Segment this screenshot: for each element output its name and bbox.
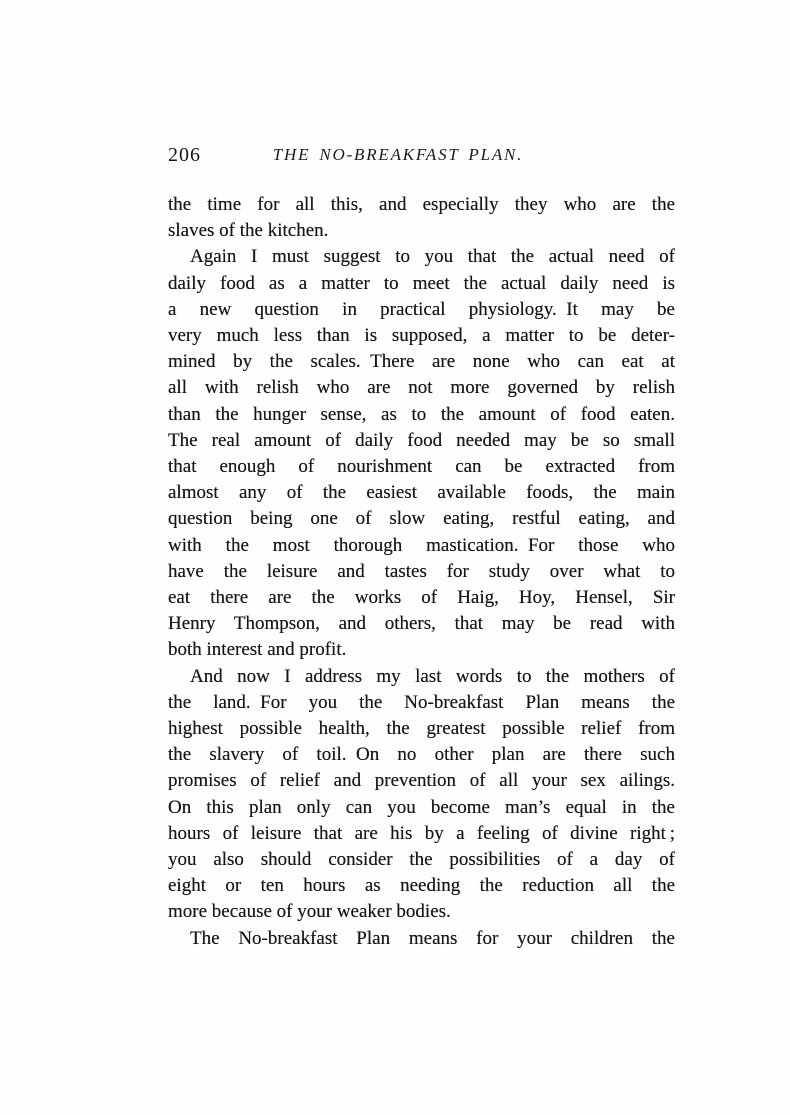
text-line: almost any of the easiest available foods, the main bbox=[168, 482, 675, 504]
text-line: eight or ten hours as needing the reduction all the bbox=[168, 875, 675, 897]
text-line: a new question in practical physiology. It may be bbox=[168, 298, 675, 320]
paragraph bbox=[168, 664, 675, 926]
text-line: you also should consider the possibilities of a day of bbox=[168, 849, 675, 871]
text-line: the slavery of toil. On no other plan are there such bbox=[168, 744, 675, 766]
text-line: question being one of slow eating, restful eating, and bbox=[168, 508, 675, 530]
text-line: The No-breakfast Plan means for your children the bbox=[190, 927, 675, 949]
page-number: 206 bbox=[168, 144, 201, 166]
text-line: the time for all this, and especially they who are the bbox=[168, 194, 675, 215]
text-line: both interest and profit. bbox=[168, 639, 347, 661]
text-line: Henry Thompson, and others, that may be read with bbox=[168, 613, 675, 635]
page-body bbox=[168, 192, 675, 952]
text-line: than the hunger sense, as to the amount of food eaten. bbox=[168, 403, 675, 425]
text-line: the land. For you the No-breakfast Plan means the bbox=[168, 691, 675, 713]
text-line: slaves of the kitchen. bbox=[168, 220, 329, 242]
text-line: more because of your weaker bodies. bbox=[168, 901, 451, 923]
text-line: On this plan only can you become man’s equal in the bbox=[168, 796, 675, 818]
text-line: And now I address my last words to the mothers of bbox=[190, 665, 675, 687]
text-line: that enough of nourishment can be extracted from bbox=[168, 456, 675, 478]
text-line: eat there are the works of Haig, Hoy, Hensel, Sir bbox=[168, 587, 675, 609]
text-line: all with relish who are not more governed by relish bbox=[168, 377, 675, 399]
page-header bbox=[0, 144, 790, 168]
text-line: daily food as a matter to meet the actual daily need is bbox=[168, 272, 675, 294]
text-line: have the leisure and tastes for study over what to bbox=[168, 560, 675, 582]
text-line: mined by the scales. There are none who can eat at bbox=[168, 351, 675, 373]
running-title: THE NO-BREAKFAST PLAN. bbox=[272, 145, 524, 164]
paragraph bbox=[168, 244, 675, 663]
text-line: very much less than is supposed, a matter to be deter- bbox=[168, 325, 675, 347]
text-line: promises of relief and prevention of all your sex ailings. bbox=[168, 770, 675, 792]
text-line: Again I must suggest to you that the actual need of bbox=[190, 246, 675, 268]
paragraph bbox=[168, 926, 675, 952]
paragraph bbox=[168, 192, 675, 244]
text-line: hours of leisure that are his by a feeling of divine right ; bbox=[168, 822, 675, 844]
text-line: with the most thorough mastication. For those who bbox=[168, 534, 675, 556]
text-line: The real amount of daily food needed may be so small bbox=[168, 429, 675, 451]
text-line: highest possible health, the greatest possible relief from bbox=[168, 718, 675, 740]
